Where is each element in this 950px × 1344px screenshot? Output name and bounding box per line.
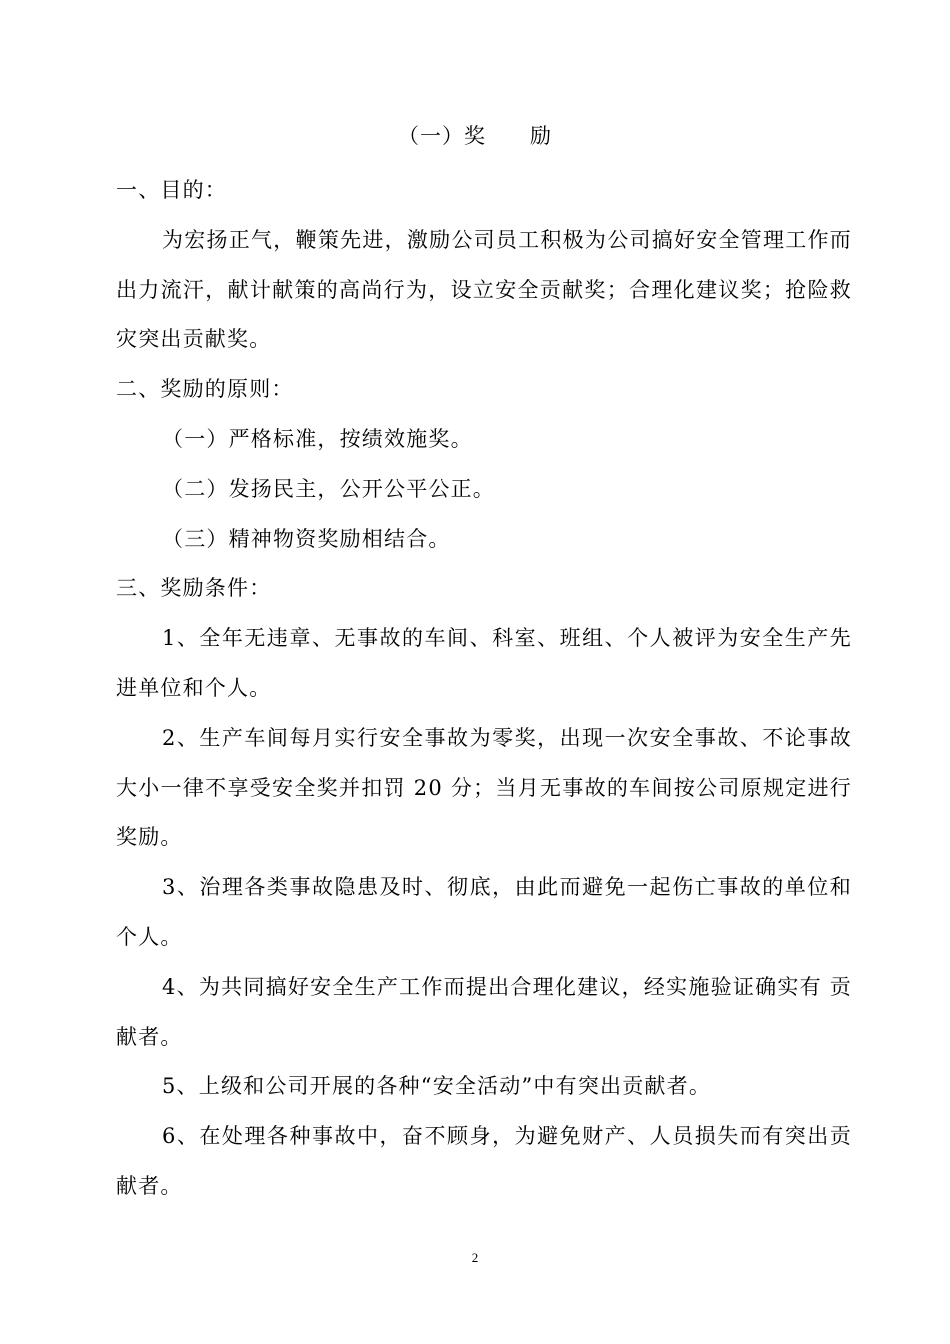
- condition-item-5: 5、上级和公司开展的各种“安全活动”中有突出贡献者。: [162, 1074, 712, 1099]
- condition-item-1: 1、全年无违章、无事故的车间、科室、班组、个人被评为安全生产先进单位和个人。: [116, 626, 852, 700]
- page-number: 2: [471, 1250, 479, 1265]
- condition-item-6: 6、在处理各种事故中，奋不顾身，为避免财产、人员损失而有突出贡献者。: [116, 1124, 852, 1198]
- heading-purpose: 一、目的：: [116, 178, 227, 202]
- heading-principles: 二、奖励的原则：: [116, 377, 294, 402]
- condition-item-2: 2、生产车间每月实行安全事故为零奖，出现一次安全事故、不论事故大小一律不享受安全奖并扣罚 20 分；当月无事故的车间按公司原规定进行奖励。: [116, 725, 852, 850]
- purpose-paragraph: 为宏扬正气，鞭策先进，激励公司员工积极为公司搞好安全管理工作而出力流汗，献计献策的高尚行为，设立安全贡献奖；合理化建议奖；抢险救灾突出贡献奖。: [116, 227, 852, 352]
- condition-item-3: 3、治理各类事故隐患及时、彻底，由此而避免一起伤亡事故的单位和个人。: [116, 875, 852, 949]
- condition-item-4: 4、为共同搞好安全生产工作而提出合理化建议，经实施验证确实有 贡献者。: [116, 974, 852, 1049]
- section-title: [0, 120, 950, 152]
- principle-item-2: （二）发扬民主，公开公平公正。: [162, 476, 495, 501]
- heading-conditions: 三、奖励条件：: [116, 576, 272, 601]
- document-body: [116, 166, 852, 1212]
- principle-item-3: （三）精神物资奖励相结合。: [162, 526, 451, 551]
- principle-item-1: （一）严格标准，按绩效施奖。: [162, 426, 473, 451]
- section-title-text: （一）奖 励: [398, 124, 552, 148]
